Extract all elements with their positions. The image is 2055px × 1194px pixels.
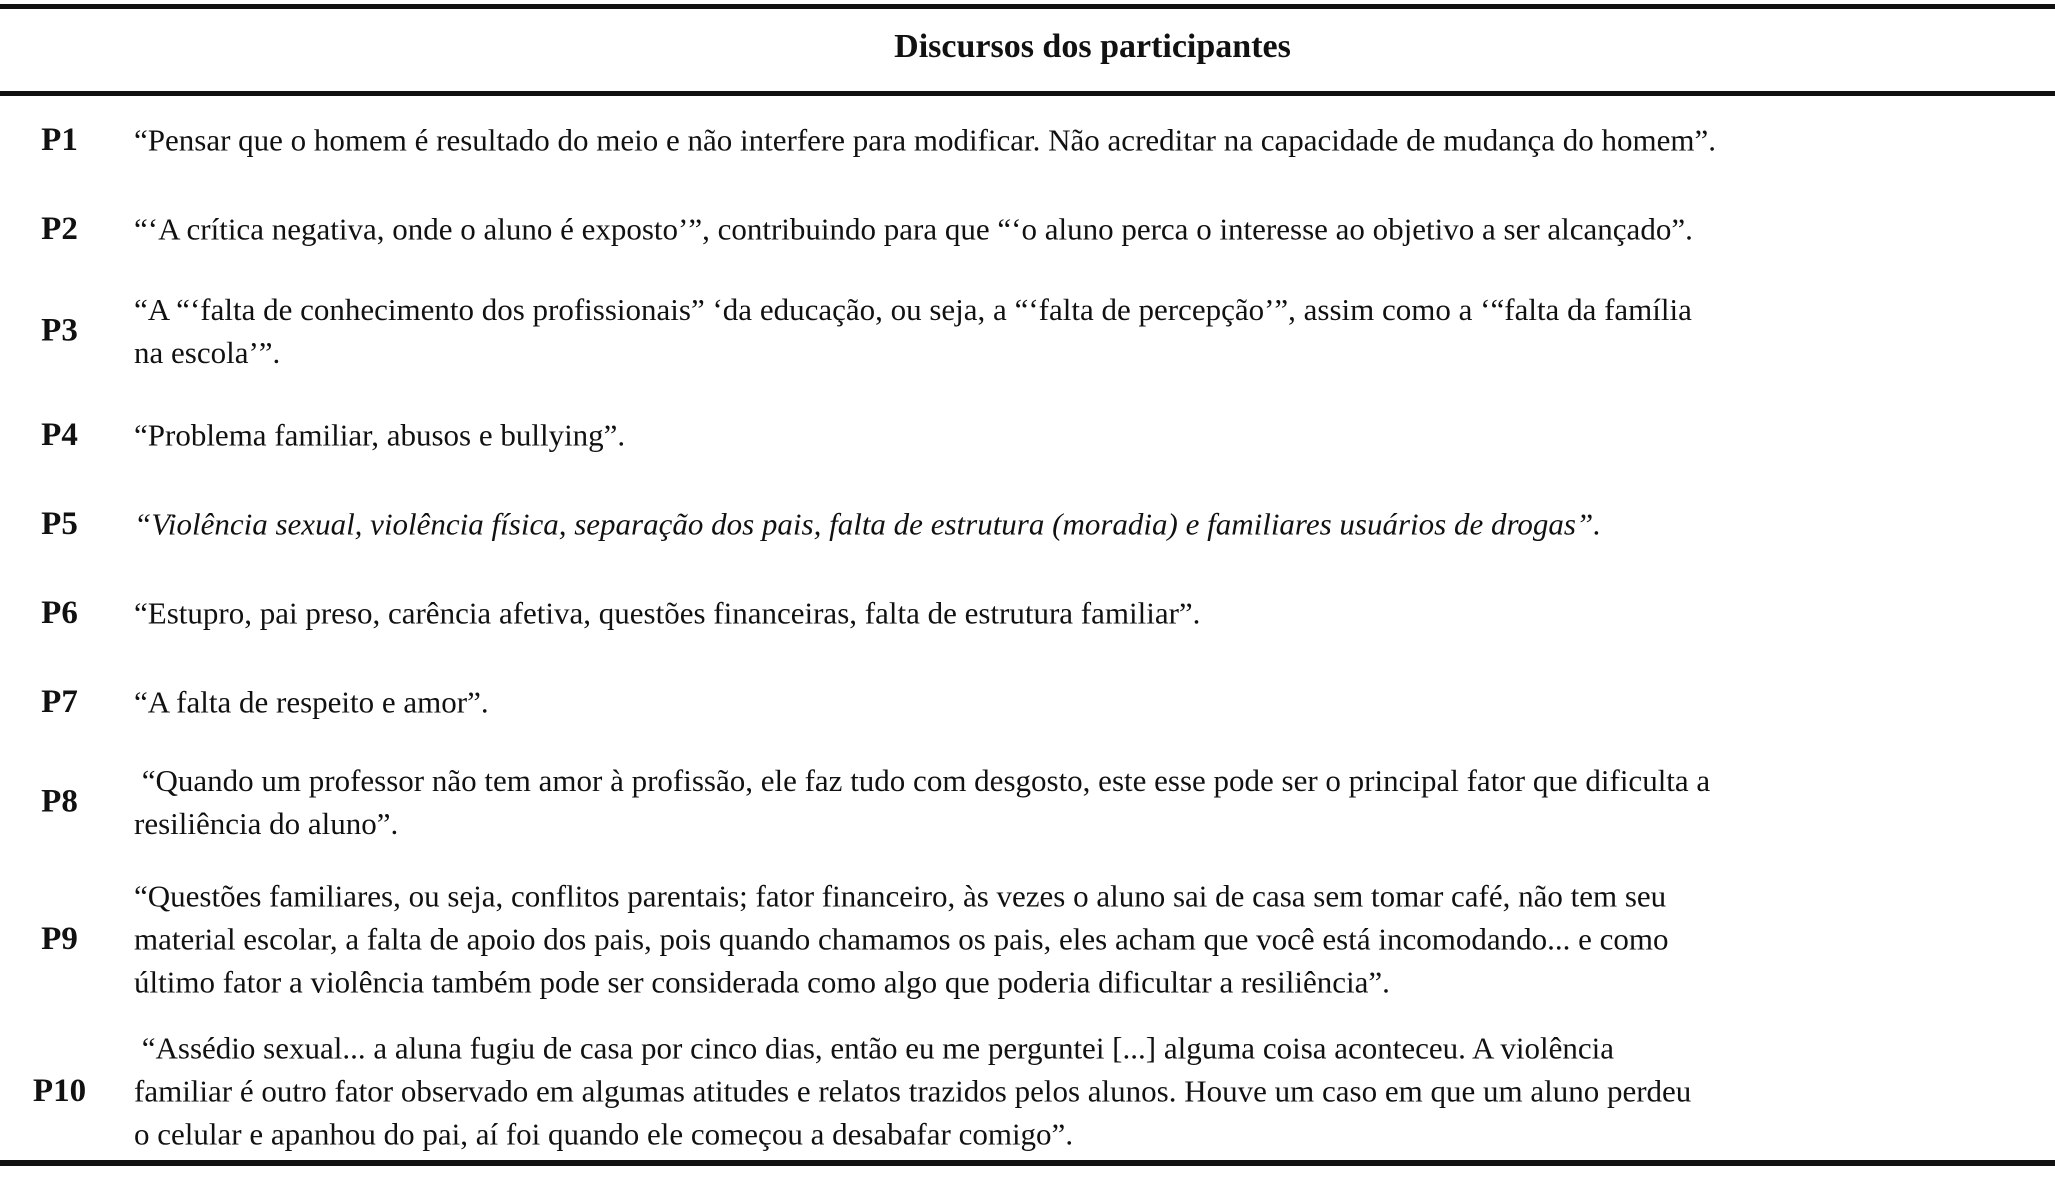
- participant-discourse: [134, 503, 2055, 546]
- participant-discourse: [134, 119, 2055, 162]
- table-row: [0, 1027, 2055, 1156]
- discourse-line: “Quando um professor não tem amor à profissão, ele faz tudo com desgosto, este esse pode ser o principal fator que dificulta a: [134, 763, 1711, 798]
- discourse-line: “‘A crítica negativa, onde o aluno é exposto’”, contribuindo para que “‘o aluno perca o interesse ao objetivo a ser alcançado”.: [134, 211, 1693, 247]
- top-rule: [0, 4, 2055, 9]
- discourse-line: “A “‘falta de conhecimento dos profissionais” ‘da educação, ou seja, a “‘falta de percepção’”, assim como a ‘“falta da família: [134, 292, 1692, 327]
- table-row: [0, 119, 2055, 162]
- participant-discourse: [134, 1027, 2055, 1156]
- discourse-line: o celular e apanhou do pai, aí foi quando ele começou a desabafar comigo”.: [134, 1116, 1074, 1152]
- discourse-line: “Estupro, pai preso, carência afetiva, questões financeiras, falta de estrutura familiar”.: [134, 595, 1201, 631]
- participant-id: P8: [41, 783, 78, 820]
- discourse-line: material escolar, a falta de apoio dos pais, pois quando chamamos os pais, eles acham que você está incomodando... e como: [134, 921, 1669, 957]
- participant-id: P2: [41, 210, 78, 247]
- table-row: [0, 208, 2055, 251]
- discourse-line: “Problema familiar, abusos e bullying”.: [134, 417, 626, 453]
- participant-id: P6: [41, 594, 78, 631]
- participant-id: P4: [41, 416, 78, 453]
- participant-discourse: [134, 414, 2055, 457]
- discourse-line: “Violência sexual, violência física, separação dos pais, falta de estrutura (moradia) e familiares usuários de drogas”.: [134, 506, 1601, 542]
- table-row: [0, 414, 2055, 457]
- participant-discourse: [134, 759, 2055, 845]
- table-row: [0, 592, 2055, 635]
- participant-discourse: [134, 681, 2055, 724]
- discourse-line: “A falta de respeito e amor”.: [134, 684, 489, 720]
- table-row: [0, 503, 2055, 546]
- table-row: [0, 875, 2055, 1004]
- participant-discourse: [134, 208, 2055, 251]
- discourse-line: resiliência do aluno”.: [134, 806, 399, 841]
- table-row: [0, 681, 2055, 724]
- discourse-line: “Questões familiares, ou seja, conflitos parentais; fator financeiro, às vezes o aluno sai de casa sem tomar café, não tem seu: [134, 878, 1667, 914]
- table-row: [0, 759, 2055, 845]
- participant-id: P10: [32, 1072, 87, 1109]
- table-row: [0, 288, 2055, 374]
- bottom-rule: [0, 1160, 2055, 1166]
- participant-id: P5: [41, 505, 78, 542]
- participant-id: P7: [41, 683, 78, 720]
- table-header: Discursos dos participantes: [894, 28, 1291, 65]
- header-rule: [0, 91, 2055, 96]
- participant-id: P1: [41, 121, 78, 158]
- discourse-line: “Pensar que o homem é resultado do meio e não interfere para modificar. Não acreditar na capacidade de mudança do homem”.: [134, 122, 1717, 158]
- participant-id: P9: [41, 920, 78, 957]
- participant-discourse: [134, 288, 2055, 374]
- participant-id: P3: [41, 312, 78, 349]
- discourse-line: último fator a violência também pode ser considerada como algo que poderia dificultar a resiliência”.: [134, 964, 1390, 1000]
- participant-discourse: [134, 875, 2055, 1004]
- discourse-line: “Assédio sexual... a aluna fugiu de casa por cinco dias, então eu me perguntei [...] alguma coisa aconteceu. A violência: [134, 1030, 1615, 1066]
- participant-discourse: [134, 592, 2055, 635]
- discourse-line: familiar é outro fator observado em algumas atitudes e relatos trazidos pelos alunos. Houve um caso em que um aluno perdeu: [134, 1073, 1692, 1109]
- discourse-line: na escola’”.: [134, 335, 281, 370]
